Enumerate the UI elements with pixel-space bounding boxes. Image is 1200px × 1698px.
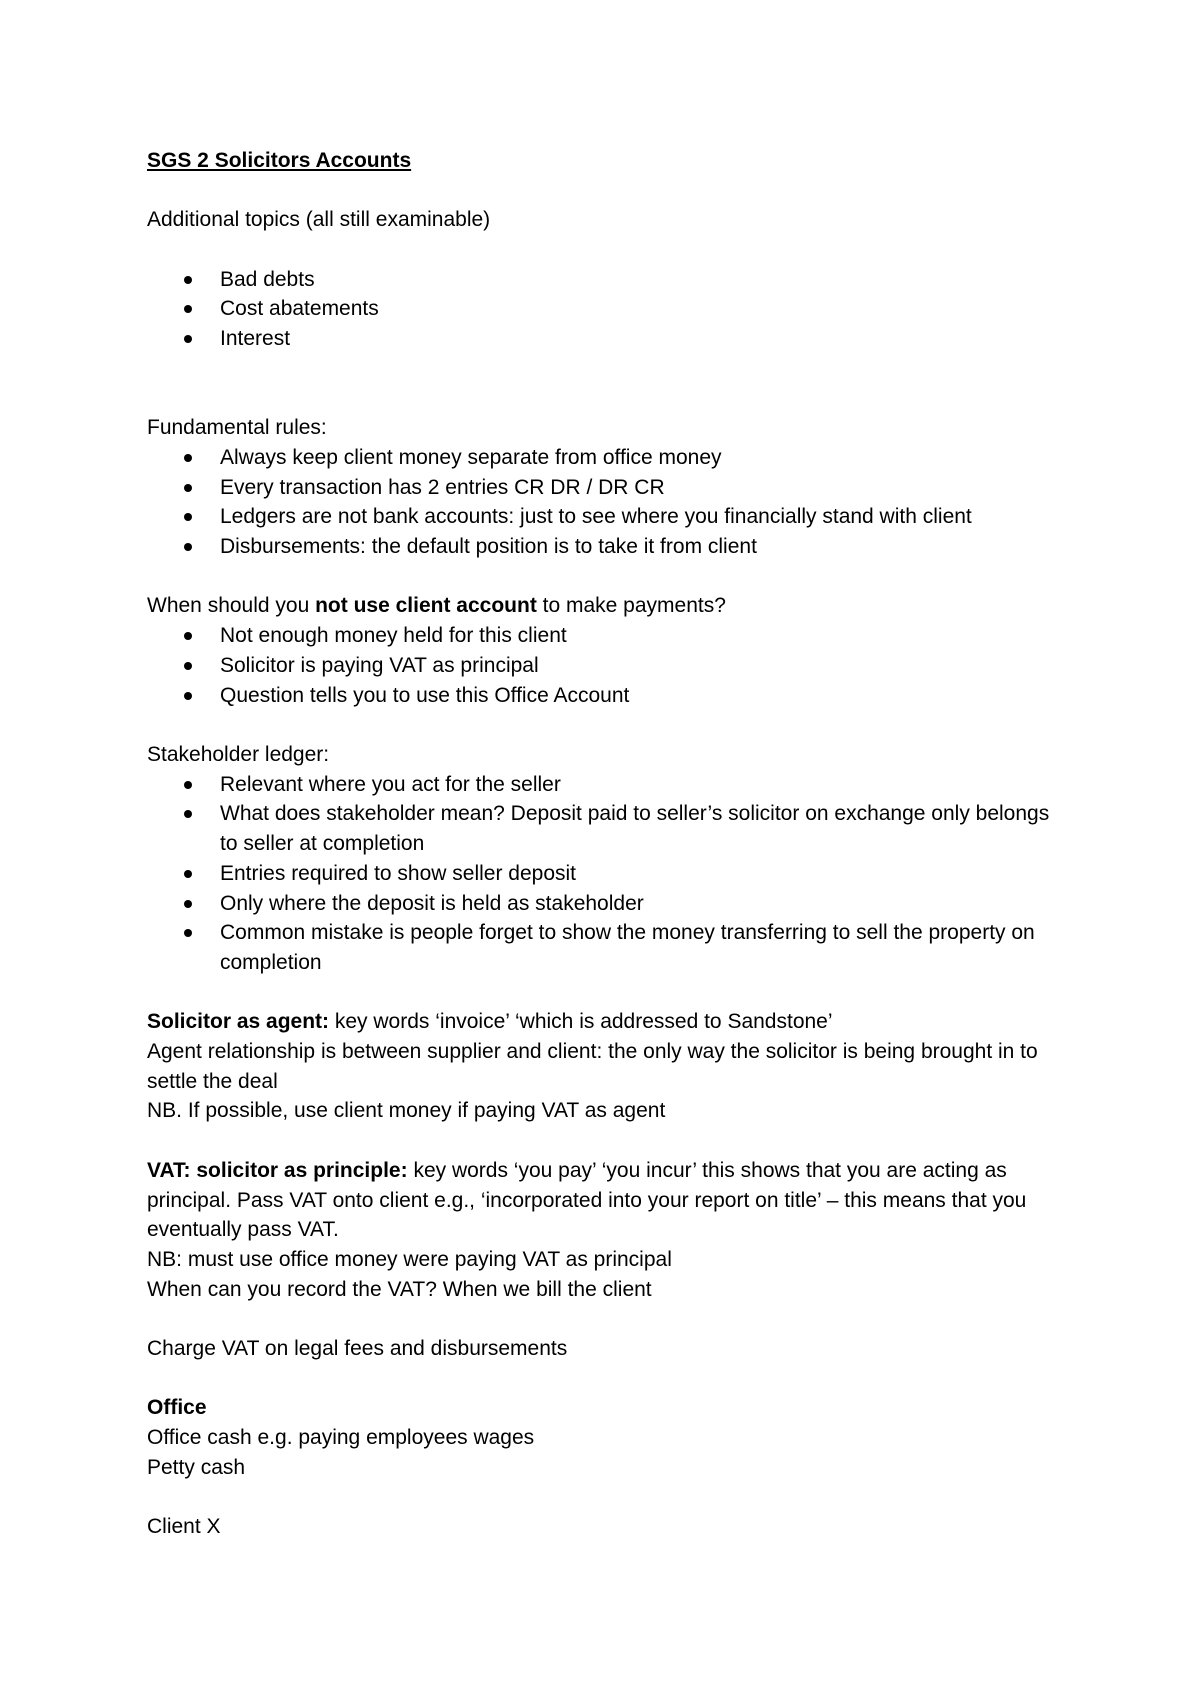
stakeholder-ledger-heading: Stakeholder ledger: xyxy=(147,742,330,766)
office-heading: Office xyxy=(147,1396,207,1420)
bullet-icon xyxy=(184,305,192,313)
list-item: Disbursements: the default position is to take it from client xyxy=(147,532,1067,562)
bullet-icon xyxy=(184,543,192,551)
list-item: Interest xyxy=(147,324,1067,354)
additional-topics-heading: Additional topics (all still examinable) xyxy=(147,208,491,232)
list-item: Common mistake is people forget to show the money transferring to sell the property on completion xyxy=(147,918,1067,977)
list-item: Not enough money held for this client xyxy=(147,621,1067,651)
fundamental-rules-list xyxy=(147,443,1067,562)
bullet-icon xyxy=(184,513,192,521)
not-client-account-list xyxy=(147,621,1067,710)
bullet-icon xyxy=(184,810,192,818)
document-page xyxy=(147,146,1067,1542)
document-title: SGS 2 Solicitors Accounts xyxy=(147,149,412,172)
agent-relationship-text: Agent relationship is between supplier and client: the only way the solicitor is being brought in to settle the deal xyxy=(147,1040,1038,1093)
bullet-icon xyxy=(184,900,192,908)
principal-note-text: NB: must use office money were paying VAT as principal xyxy=(147,1247,672,1271)
vat-principal-paragraph: VAT: solicitor as principle: key words ‘you pay’ ‘you incur’ this shows that you are acting as principal. Pass VAT onto client e.g., ‘incorporated into your report on title’ – this means that you eventually pass VAT. xyxy=(147,1158,1027,1242)
list-item: Cost abatements xyxy=(147,294,1067,324)
bullet-icon xyxy=(184,632,192,640)
list-item: Only where the deposit is held as stakeholder xyxy=(147,889,1067,919)
list-item: Every transaction has 2 entries CR DR / DR CR xyxy=(147,473,1067,503)
bullet-icon xyxy=(184,335,192,343)
office-cash-text: Office cash e.g. paying employees wages xyxy=(147,1426,535,1450)
stakeholder-ledger-list xyxy=(147,770,1067,978)
list-item: Question tells you to use this Office Account xyxy=(147,681,1067,711)
petty-cash-text: Petty cash xyxy=(147,1455,246,1479)
bullet-icon xyxy=(184,692,192,700)
bullet-icon xyxy=(184,484,192,492)
not-client-account-heading: When should you not use client account to make payments? xyxy=(147,594,726,618)
bullet-icon xyxy=(184,662,192,670)
list-item: What does stakeholder mean? Deposit paid to seller’s solicitor on exchange only belongs to seller at completion xyxy=(147,799,1067,858)
bullet-icon xyxy=(184,870,192,878)
agent-note-text: NB. If possible, use client money if paying VAT as agent xyxy=(147,1099,666,1123)
bullet-icon xyxy=(184,454,192,462)
list-item: Ledgers are not bank accounts: just to see where you financially stand with client xyxy=(147,502,1067,532)
record-vat-text: When can you record the VAT? When we bill the client xyxy=(147,1277,652,1301)
list-item: Always keep client money separate from office money xyxy=(147,443,1067,473)
fundamental-rules-heading: Fundamental rules: xyxy=(147,416,327,440)
bullet-icon xyxy=(184,929,192,937)
charge-vat-text: Charge VAT on legal fees and disbursements xyxy=(147,1337,568,1360)
bullet-icon xyxy=(184,276,192,284)
list-item: Bad debts xyxy=(147,265,1067,295)
additional-topics-list xyxy=(147,265,1067,354)
bullet-icon xyxy=(184,781,192,789)
list-item: Relevant where you act for the seller xyxy=(147,770,1067,800)
list-item: Entries required to show seller deposit xyxy=(147,859,1067,889)
client-x-text: Client X xyxy=(147,1515,221,1539)
solicitor-as-agent-paragraph: Solicitor as agent: key words ‘invoice’ ‘which is addressed to Sandstone’ xyxy=(147,1010,833,1034)
list-item: Solicitor is paying VAT as principal xyxy=(147,651,1067,681)
